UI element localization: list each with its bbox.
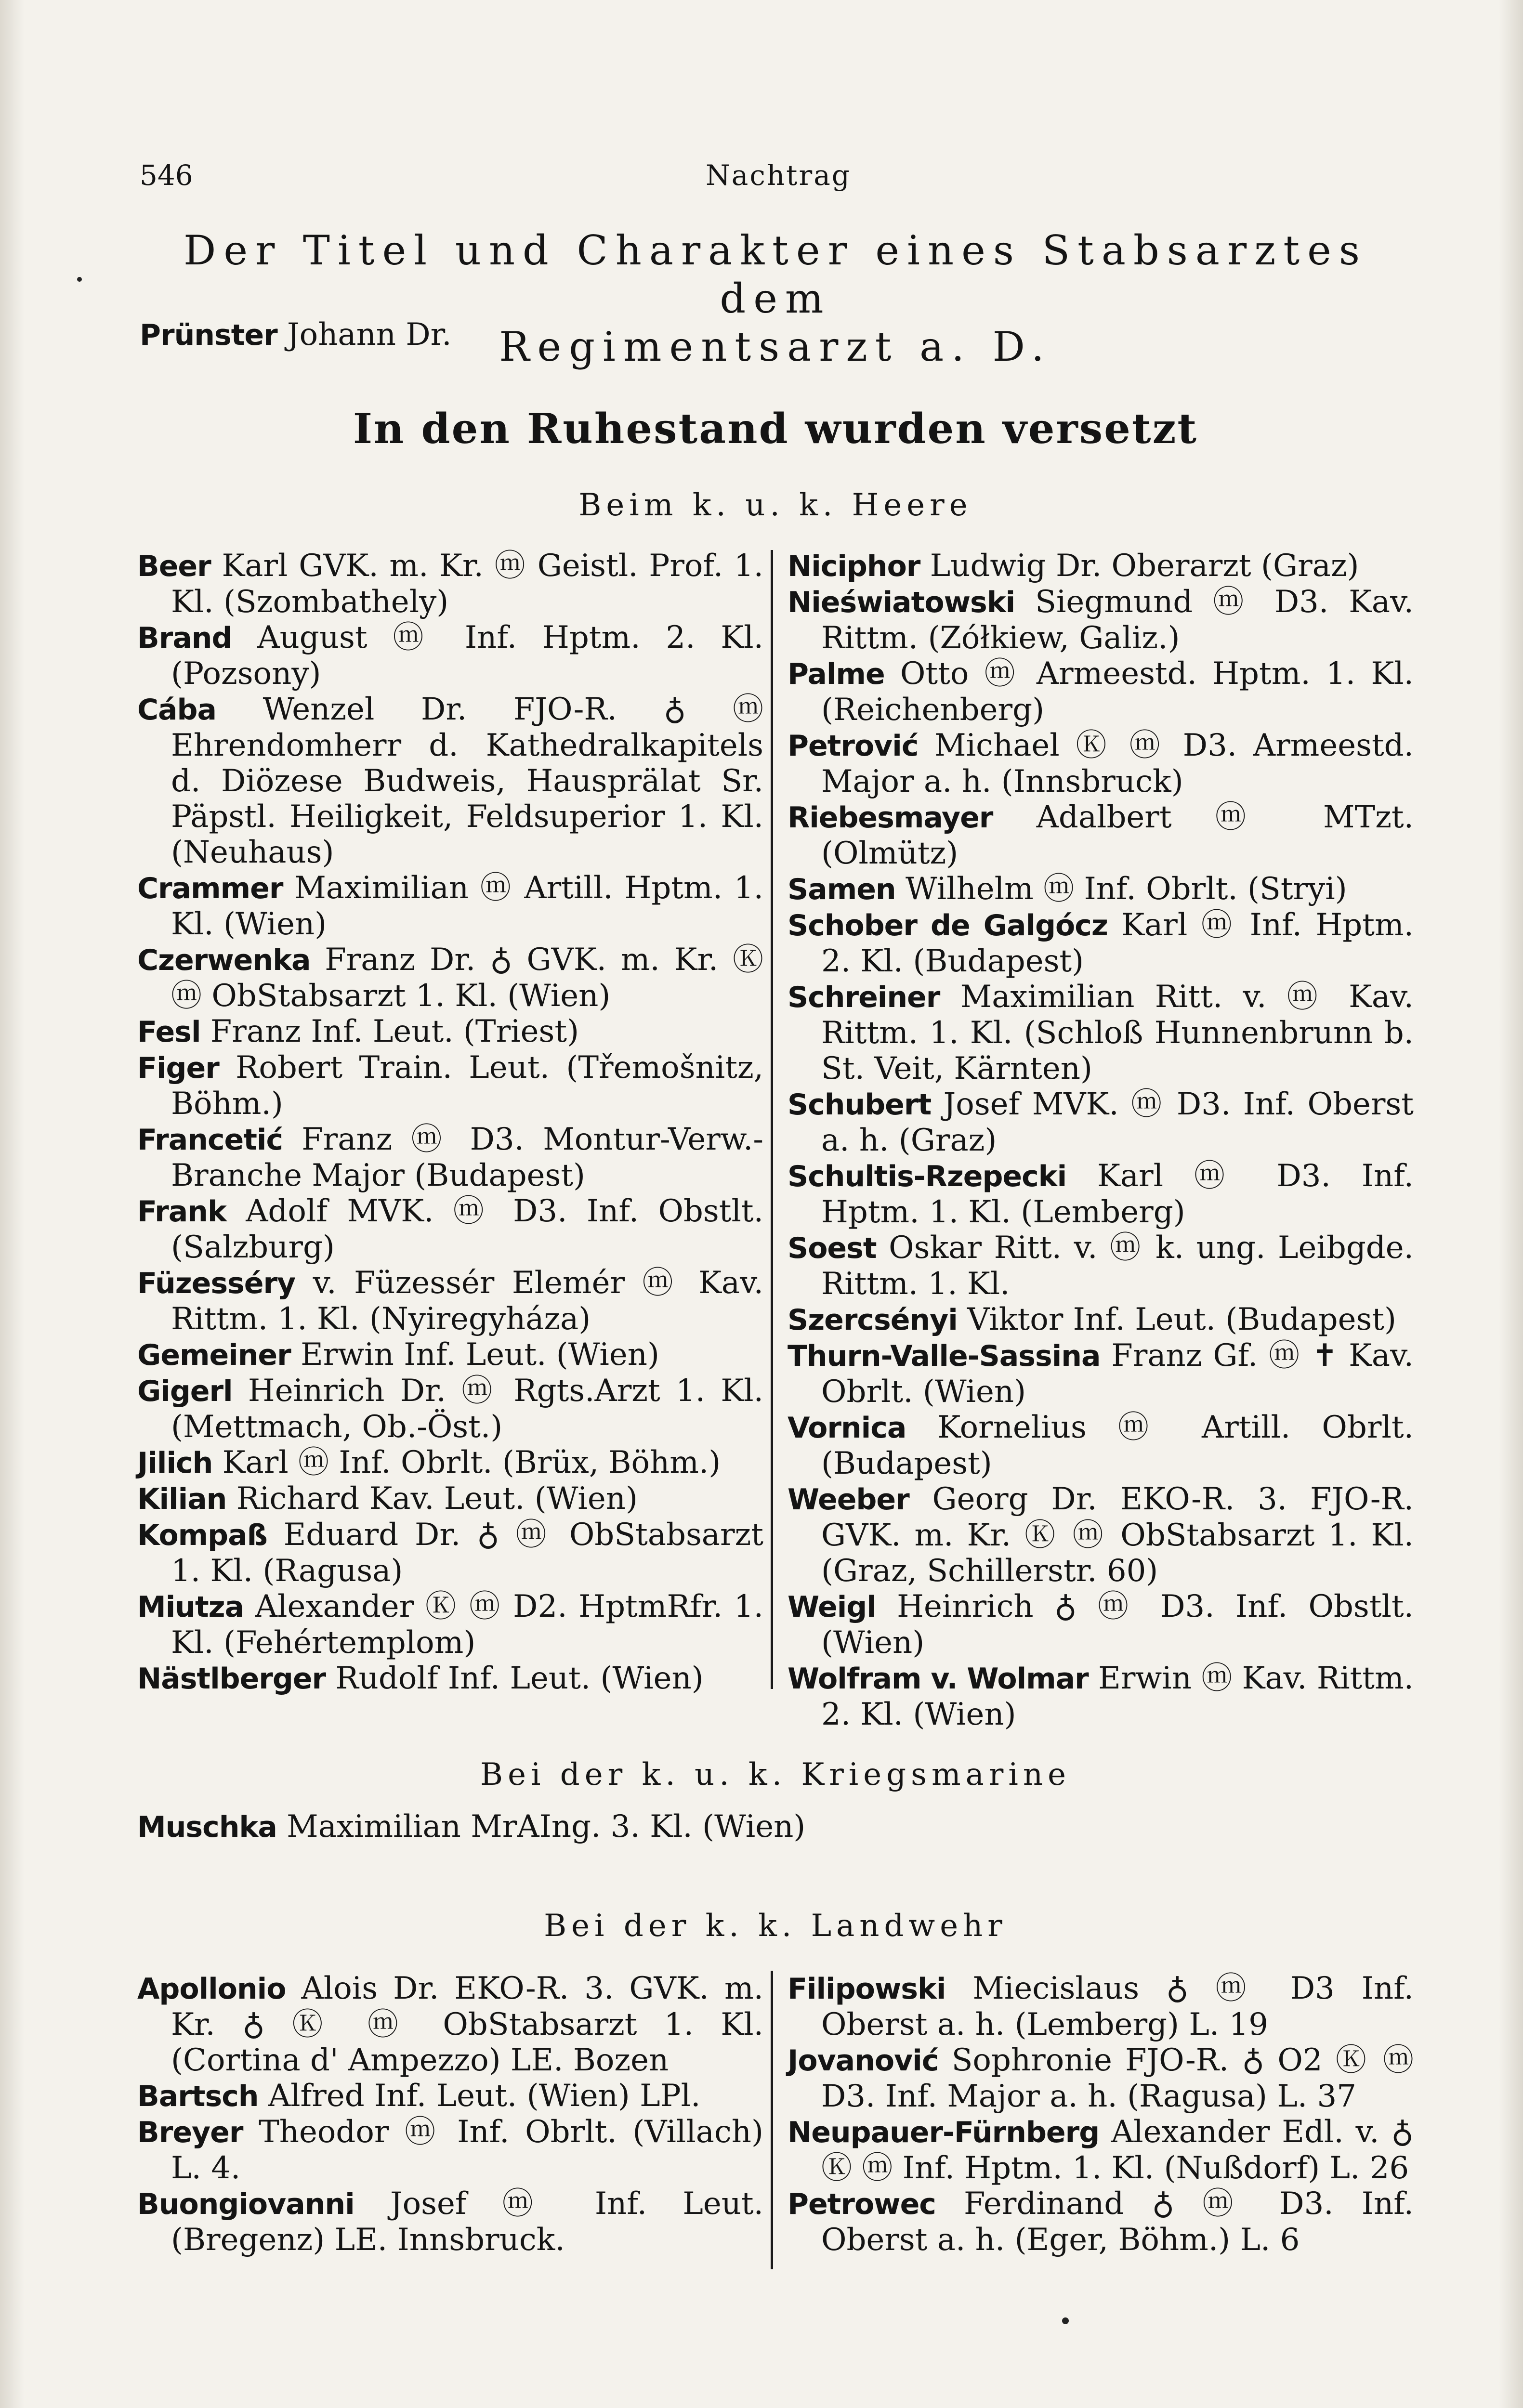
list-entry: [137, 1517, 763, 1589]
entry-details: Rudolf Inf. Leut. (Wien): [326, 1661, 704, 1696]
entry-name: Miutza: [137, 1590, 244, 1624]
list-entry: [137, 1373, 763, 1445]
entry-details: Maximilian MrAIng. 3. Kl. (Wien): [276, 1809, 806, 1845]
heer-subheading: Beim k. u. k. Heere: [578, 487, 972, 523]
entry-name: Samen: [788, 873, 896, 906]
list-entry: [137, 1193, 763, 1265]
entry-details: Alois Dr. EKO-R. 3. GVK. m. Kr. ♁ Ⓚ ⓜ ObStabsarzt 1. Kl. (Cortina d' Ampezzo) LE. Bozen: [171, 1971, 763, 2078]
entry-details: Erwin Inf. Leut. (Wien): [290, 1337, 659, 1373]
entry-name: Weigl: [788, 1590, 876, 1624]
entry-name: Petrowec: [788, 2187, 936, 2221]
entry-name: Francetić: [137, 1123, 283, 1157]
entry-name: Füzesséry: [137, 1267, 296, 1300]
entry-name: Cába: [137, 693, 216, 727]
list-entry: [788, 979, 1414, 1086]
entry-details: Eduard Dr. ♁ ⓜ ObStabsarzt 1. Kl. (Ragusa): [171, 1517, 763, 1589]
landwehr-left-column: [137, 1971, 763, 2258]
list-entry: [137, 1445, 763, 1481]
list-entry: [788, 2186, 1414, 2258]
entry-name: Buongiovanni: [137, 2187, 354, 2221]
entry-details: Erwin ⓜ Kav. Rittm. 2. Kl. (Wien): [821, 1661, 1414, 1732]
list-entry: [788, 548, 1414, 584]
entry-details: Heinrich Dr. ⓜ Rgts.Arzt 1. Kl. (Mettmach, Ob.-Öst.): [171, 1373, 763, 1445]
list-entry: [788, 1338, 1414, 1410]
entry-name: Crammer: [137, 872, 283, 905]
entry-name: Prünster: [140, 318, 277, 352]
entry-name: Beer: [137, 550, 211, 583]
entry-name: Jovanović: [788, 2044, 939, 2078]
list-entry: [788, 1971, 1414, 2042]
entry-name: Figer: [137, 1051, 219, 1085]
running-head: Nachtrag: [706, 159, 851, 192]
heer-left-column: [137, 548, 763, 1697]
promotion-title-line-1: Der Titel und Charakter eines Stabsarztes dem: [184, 227, 1367, 322]
entry-details: Adalbert ⓜ MTzt. (Olmütz): [821, 799, 1414, 871]
entry-details: Ferdinand ♁ ⓜ D3. Inf. Oberst a. h. (Eger, Böhm.) L. 6: [821, 2186, 1414, 2258]
entry-details: August ⓜ Inf. Hptm. 2. Kl. (Pozsony): [171, 620, 763, 692]
entry-details: Alexander Edl. v. ♁ Ⓚ ⓜ Inf. Hptm. 1. Kl. (Nußdorf) L. 26: [821, 2114, 1414, 2186]
entry-name: Nieświatowski: [788, 586, 1015, 619]
entry-name: Breyer: [137, 2116, 243, 2149]
list-entry: [137, 1589, 763, 1661]
entry-details: Ludwig Dr. Oberarzt (Graz): [920, 548, 1359, 584]
entry-details: Robert Train. Leut. (Třemošnitz, Böhm.): [171, 1050, 763, 1122]
entry-name: Gigerl: [137, 1374, 233, 1408]
entry-name: Schubert: [788, 1088, 932, 1122]
list-entry: [788, 1410, 1414, 1481]
entry-details: Maximilian Ritt. v. ⓜ Kav. Rittm. 1. Kl. (Schloß Hunnenbrunn b. St. Veit, Kärnten): [821, 979, 1414, 1086]
entry-name: Brand: [137, 621, 232, 655]
entry-details: Karl ⓜ Inf. Obrlt. (Brüx, Böhm.): [212, 1445, 721, 1480]
list-entry: [788, 2042, 1414, 2114]
list-entry: [137, 2078, 763, 2114]
entry-name: Nästlberger: [137, 1662, 326, 1696]
page-number: 546: [140, 159, 193, 192]
entry-details: Oskar Ritt. v. ⓜ k. ung. Leibgde. Rittm. 1. Kl.: [821, 1230, 1414, 1302]
entry-details: Alfred Inf. Leut. (Wien) LPl.: [258, 2078, 701, 2114]
entry-details: Wilhelm ⓜ Inf. Obrlt. (Stryi): [895, 871, 1347, 907]
entry-name: Kompaß: [137, 1518, 267, 1552]
list-entry: [137, 870, 763, 942]
entry-details: Heinrich ♁ ⓜ D3. Inf. Obstlt. (Wien): [821, 1589, 1414, 1661]
entry-name: Czerwenka: [137, 943, 311, 977]
list-entry: [788, 907, 1414, 979]
entry-details: Kornelius ⓜ Artill. Obrlt. (Budapest): [821, 1410, 1414, 1481]
entry-details: Miecislaus ♁ ⓜ D3 Inf. Oberst a. h. (Lemberg) L. 19: [821, 1971, 1414, 2042]
list-entry: [137, 620, 763, 692]
entry-name: Palme: [788, 657, 885, 691]
list-entry: [788, 1230, 1414, 1302]
entry-name: Riebesmayer: [788, 801, 993, 835]
entry-details: Sophronie FJO-R. ♁ O2 Ⓚ ⓜ D3. Inf. Major a. h. (Ragusa) L. 37: [821, 2042, 1414, 2114]
entry-name: Szercsényi: [788, 1303, 958, 1337]
list-entry: [137, 1265, 763, 1337]
entry-details: Franz ⓜ D3. Montur-Verw.-Branche Major (Budapest): [171, 1122, 763, 1193]
column-divider: [771, 550, 773, 1689]
list-entry: [788, 1158, 1414, 1230]
list-entry: [788, 871, 1414, 907]
list-entry: [788, 1302, 1414, 1338]
entry-name: Bartsch: [137, 2080, 259, 2113]
entry-details: Alexander Ⓚ ⓜ D2. HptmRfr. 1. Kl. (Fehértemplom): [171, 1589, 763, 1661]
entry-name: Gemeiner: [137, 1338, 291, 1372]
entry-name: Apollonio: [137, 1972, 286, 2006]
list-entry: [137, 1661, 763, 1697]
retirement-heading: In den Ruhestand wurden versetzt: [353, 405, 1198, 453]
ink-speck: [77, 277, 82, 282]
entry-name: Filipowski: [788, 1972, 946, 2006]
entry-details: Karl GVK. m. Kr. ⓜ Geistl. Prof. 1. Kl. (Szombathely): [171, 548, 763, 620]
list-entry: [788, 1661, 1414, 1732]
entry-name: Thurn-Valle-Sassina: [788, 1339, 1101, 1373]
marine-entry: [137, 1809, 805, 1845]
entry-details: Wenzel Dr. FJO-R. ♁ ⓜ Ehrendomherr d. Kathedralkapitels d. Diözese Budweis, Hausprälat Sr. Päpstl. Heiligkeit, Feldsuperior 1. Kl. (Neuhaus): [171, 692, 763, 870]
entry-details: Georg Dr. EKO-R. 3. FJO-R. GVK. m. Kr. Ⓚ ⓜ ObStabsarzt 1. Kl. (Graz, Schillerstr. 60): [821, 1481, 1414, 1589]
landwehr-subheading: Bei der k. k. Landwehr: [544, 1908, 1007, 1944]
promotion-entry: [140, 317, 452, 353]
entry-details: Theodor ⓜ Inf. Obrlt. (Villach) L. 4.: [171, 2114, 763, 2186]
list-entry: [137, 1050, 763, 1122]
entry-name: Fesl: [137, 1015, 201, 1049]
list-entry: [137, 1122, 763, 1193]
ink-speck: [1062, 2317, 1069, 2324]
entry-details: v. Füzessér Elemér ⓜ Kav. Rittm. 1. Kl. (Nyiregyháza): [171, 1265, 763, 1337]
entry-name: Schreiner: [788, 981, 940, 1014]
entry-details: Franz Inf. Leut. (Triest): [200, 1014, 579, 1049]
column-divider: [771, 1971, 773, 2269]
entry-name: Soest: [788, 1231, 877, 1265]
entry-name: Jilich: [137, 1446, 213, 1480]
entry-details: Franz Dr. ♁ GVK. m. Kr. Ⓚ ⓜ ObStabsarzt 1. Kl. (Wien): [171, 942, 763, 1014]
list-entry: [137, 1014, 763, 1050]
entry-name: Vornica: [788, 1411, 906, 1445]
entry-details: Siegmund ⓜ D3. Kav. Rittm. (Zółkiew, Galiz.): [821, 584, 1414, 656]
entry-details: Otto ⓜ Armeestd. Hptm. 1. Kl. (Reichenberg): [821, 656, 1414, 728]
entry-name: Muschka: [137, 1810, 277, 1844]
entry-name: Petrović: [788, 729, 919, 763]
entry-name: Frank: [137, 1195, 226, 1229]
heer-right-column: [788, 548, 1414, 1732]
entry-details: Michael Ⓚ ⓜ D3. Armeestd. Major a. h. (Innsbruck): [821, 728, 1414, 799]
list-entry: [137, 1337, 763, 1373]
entry-name: Kilian: [137, 1482, 227, 1516]
entry-name: Schultis-Rzepecki: [788, 1160, 1067, 1193]
marine-subheading: Bei der k. u. k. Kriegsmarine: [480, 1757, 1071, 1793]
list-entry: [137, 942, 763, 1014]
list-entry: [137, 548, 763, 620]
entry-details: Josef ⓜ Inf. Leut. (Bregenz) LE. Innsbruck.: [171, 2186, 763, 2258]
entry-name: Schober de Galgócz: [788, 909, 1108, 942]
list-entry: [137, 1481, 763, 1517]
list-entry: [137, 1971, 763, 2078]
list-entry: [788, 1589, 1414, 1661]
promotion-title-line-2: Regimentsarzt a. D.: [499, 323, 1052, 370]
entry-details: Josef MVK. ⓜ D3. Inf. Oberst a. h. (Graz): [821, 1086, 1414, 1158]
list-entry: [788, 2114, 1414, 2186]
entry-details: Karl ⓜ D3. Inf. Hptm. 1. Kl. (Lemberg): [821, 1158, 1414, 1230]
entry-details: Adolf MVK. ⓜ D3. Inf. Obstlt. (Salzburg): [171, 1193, 763, 1265]
entry-details: Franz Gf. ⓜ ✝ Kav. Obrlt. (Wien): [821, 1338, 1414, 1410]
entry-name: Neupauer-Fürnberg: [788, 2116, 1100, 2149]
entry-name: Wolfram v. Wolmar: [788, 1662, 1089, 1696]
list-entry: [788, 1086, 1414, 1158]
entry-details: Richard Kav. Leut. (Wien): [226, 1481, 638, 1517]
list-entry: [137, 692, 763, 870]
entry-name: Weeber: [788, 1483, 909, 1517]
entry-details: Johann Dr.: [277, 317, 452, 353]
list-entry: [137, 2186, 763, 2258]
entry-details: Karl ⓜ Inf. Hptm. 2. Kl. (Budapest): [821, 907, 1414, 979]
list-entry: [788, 1481, 1414, 1589]
entry-details: Viktor Inf. Leut. (Budapest): [957, 1302, 1396, 1337]
list-entry: [788, 584, 1414, 656]
list-entry: [788, 799, 1414, 871]
list-entry: [137, 2114, 763, 2186]
entry-details: Maximilian ⓜ Artill. Hptm. 1. Kl. (Wien): [171, 870, 763, 942]
list-entry: [788, 656, 1414, 728]
entry-name: Niciphor: [788, 550, 920, 583]
list-entry: [788, 728, 1414, 799]
landwehr-right-column: [788, 1971, 1414, 2258]
